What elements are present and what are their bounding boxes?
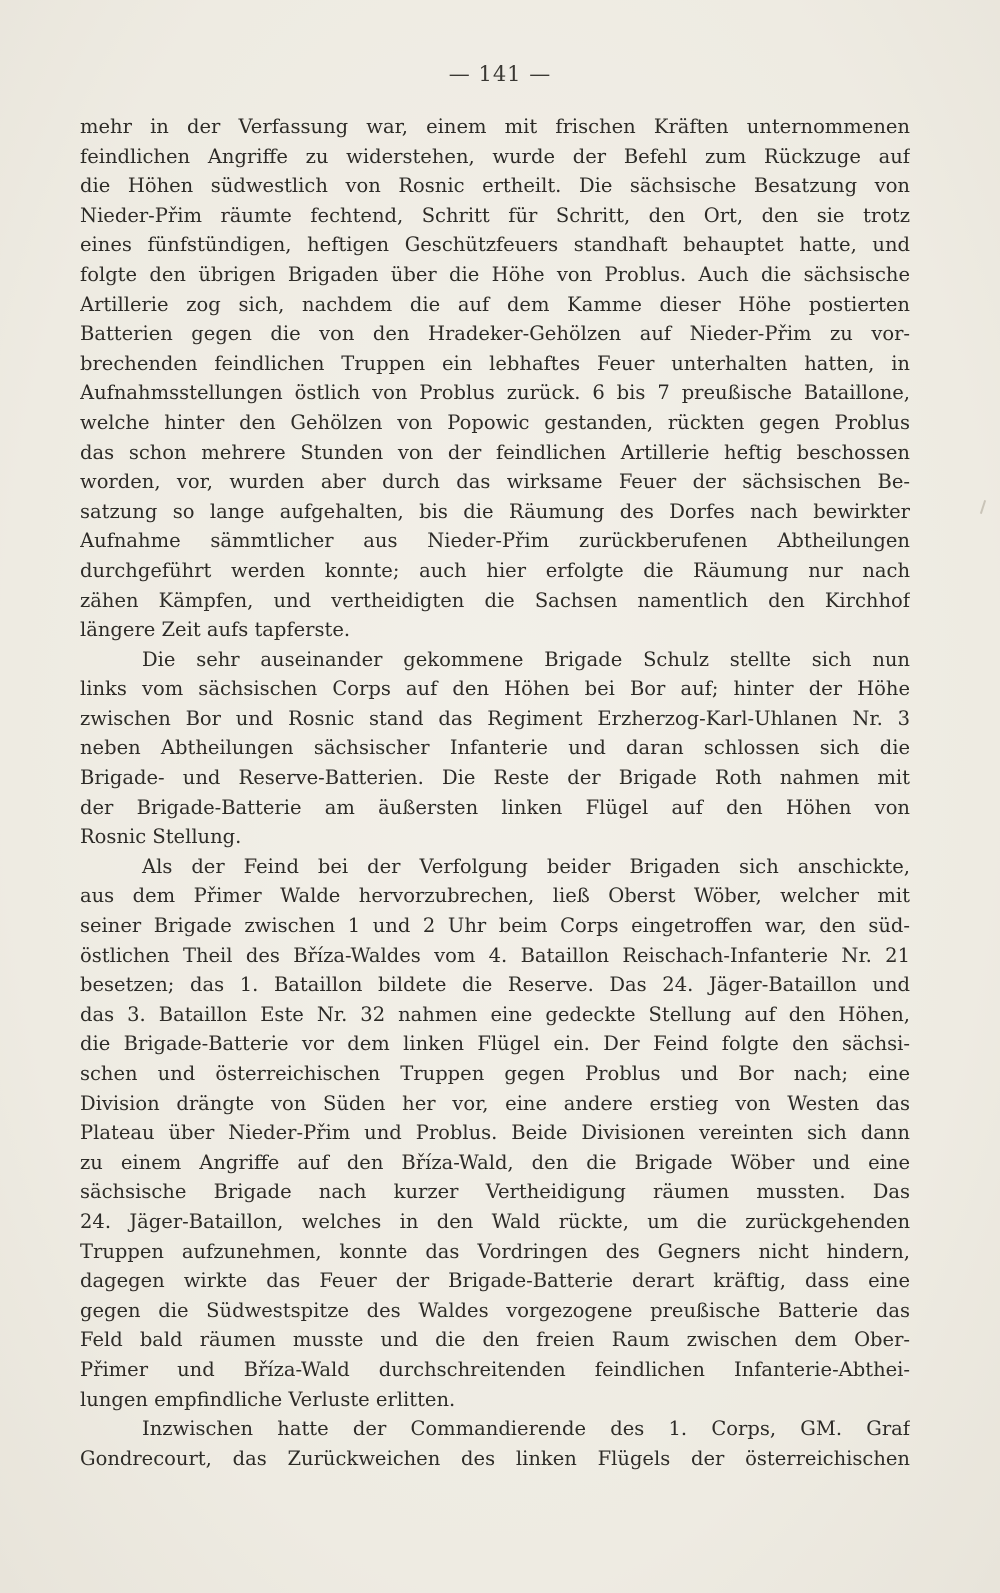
text-line: gegen die Südwestspitze des Waldes vorgezogene preußische Batterie das — [80, 1298, 910, 1322]
text-line: zwischen Bor und Rosnic stand das Regiment Erzherzog-Karl-Uhlanen Nr. 3 — [80, 706, 910, 730]
body-text — [80, 112, 910, 1473]
page-number: — 141 — — [448, 62, 552, 86]
text-line: sächsische Brigade nach kurzer Vertheidigung räumen mussten. Das — [80, 1180, 910, 1204]
text-line: Die sehr auseinander gekommene Brigade Schulz stellte sich nun — [142, 647, 910, 671]
text-line: zähen Kämpfen, und vertheidigten die Sachsen namentlich den Kirchhof — [80, 588, 910, 612]
text-line: Aufnahmsstellungen östlich von Problus zurück. 6 bis 7 preußische Bataillone, — [80, 381, 910, 405]
text-line: östlichen Theil des Bříza-Waldes vom 4. Bataillon Reischach-Infanterie Nr. 21 — [80, 943, 910, 967]
text-line: Přimer und Bříza-Wald durchschreitenden feindlichen Infanterie-Abthei- — [80, 1357, 910, 1381]
text-line: Truppen aufzunehmen, konnte das Vordringen des Gegners nicht hindern, — [80, 1239, 910, 1263]
text-line: dagegen wirkte das Feuer der Brigade-Batterie derart kräftig, dass eine — [80, 1269, 910, 1293]
text-line: Brigade- und Reserve-Batterien. Die Reste der Brigade Roth nahmen mit — [80, 766, 910, 790]
text-line: Nieder-Přim räumte fechtend, Schritt für Schritt, den Ort, den sie trotz — [80, 203, 910, 227]
text-line: brechenden feindlichen Truppen ein lebhaftes Feuer unterhalten hatten, in — [80, 351, 910, 375]
text-line: zu einem Angriffe auf den Bříza-Wald, den die Brigade Wöber und eine — [80, 1150, 910, 1174]
text-line: Gondrecourt, das Zurückweichen des linken Flügels der österreichischen — [80, 1446, 910, 1470]
text-line: Feld bald räumen musste und die den freien Raum zwischen dem Ober- — [80, 1328, 910, 1352]
text-line: seiner Brigade zwischen 1 und 2 Uhr beim Corps eingetroffen war, den süd- — [80, 914, 910, 938]
text-line: 24. Jäger-Bataillon, welches in den Wald rückte, um die zurückgehenden — [80, 1209, 910, 1233]
text-line: aus dem Přimer Walde hervorzubrechen, ließ Oberst Wöber, welcher mit — [80, 884, 910, 908]
text-line: Plateau über Nieder-Přim und Problus. Beide Divisionen vereinten sich dann — [80, 1121, 910, 1145]
text-line: die Höhen südwestlich von Rosnic ertheilt. Die sächsische Besatzung von — [80, 174, 910, 198]
text-line: folgte den übrigen Brigaden über die Höhe von Problus. Auch die sächsische — [80, 262, 910, 286]
text-line: die Brigade-Batterie vor dem linken Flügel ein. Der Feind folgte den sächsi- — [80, 1032, 910, 1056]
text-line: Inzwischen hatte der Commandierende des 1. Corps, GM. Graf — [142, 1417, 910, 1441]
text-line: durchgeführt werden konnte; auch hier erfolgte die Räumung nur nach — [80, 558, 910, 582]
text-line: Als der Feind bei der Verfolgung beider Brigaden sich anschickte, — [142, 854, 910, 878]
text-line: satzung so lange aufgehalten, bis die Räumung des Dorfes nach bewirkter — [80, 499, 910, 523]
text-line: besetzen; das 1. Bataillon bildete die Reserve. Das 24. Jäger-Bataillon und — [80, 973, 910, 997]
text-line: lungen empfindliche Verluste erlitten. — [80, 1387, 456, 1411]
text-line: welche hinter den Gehölzen von Popowic gestanden, rückten gegen Problus — [80, 410, 910, 434]
text-line: Batterien gegen die von den Hradeker-Gehölzen auf Nieder-Přim zu vor- — [80, 322, 910, 346]
text-line: neben Abtheilungen sächsischer Infanterie und daran schlossen sich die — [80, 736, 910, 760]
text-line: feindlichen Angriffe zu widerstehen, wurde der Befehl zum Rückzuge auf — [80, 144, 910, 168]
text-line: Aufnahme sämmtlicher aus Nieder-Přim zurückberufenen Abtheilungen — [80, 529, 910, 553]
text-line: Division drängte von Süden her vor, eine andere erstieg von Westen das — [80, 1091, 910, 1115]
text-line: längere Zeit aufs tapferste. — [80, 618, 351, 642]
paper-mark — [980, 500, 986, 514]
text-line: links vom sächsischen Corps auf den Höhen bei Bor auf; hinter der Höhe — [80, 677, 910, 701]
text-line: Rosnic Stellung. — [80, 825, 242, 849]
text-line: schen und österreichischen Truppen gegen Problus und Bor nach; eine — [80, 1062, 910, 1085]
text-line: das schon mehrere Stunden von der feindlichen Artillerie heftig beschossen — [80, 440, 910, 464]
text-line: mehr in der Verfassung war, einem mit frischen Kräften unternommenen — [80, 115, 910, 138]
text-line: worden, vor, wurden aber durch das wirksame Feuer der sächsischen Be- — [80, 470, 910, 494]
text-line: das 3. Bataillon Este Nr. 32 nahmen eine gedeckte Stellung auf den Höhen, — [80, 1002, 910, 1026]
text-line: eines fünfstündigen, heftigen Geschützfeuers standhaft behauptet hatte, und — [80, 233, 910, 257]
text-line: Artillerie zog sich, nachdem die auf dem Kamme dieser Höhe postierten — [80, 292, 910, 316]
text-line: der Brigade-Batterie am äußersten linken Flügel auf den Höhen von — [80, 795, 910, 819]
